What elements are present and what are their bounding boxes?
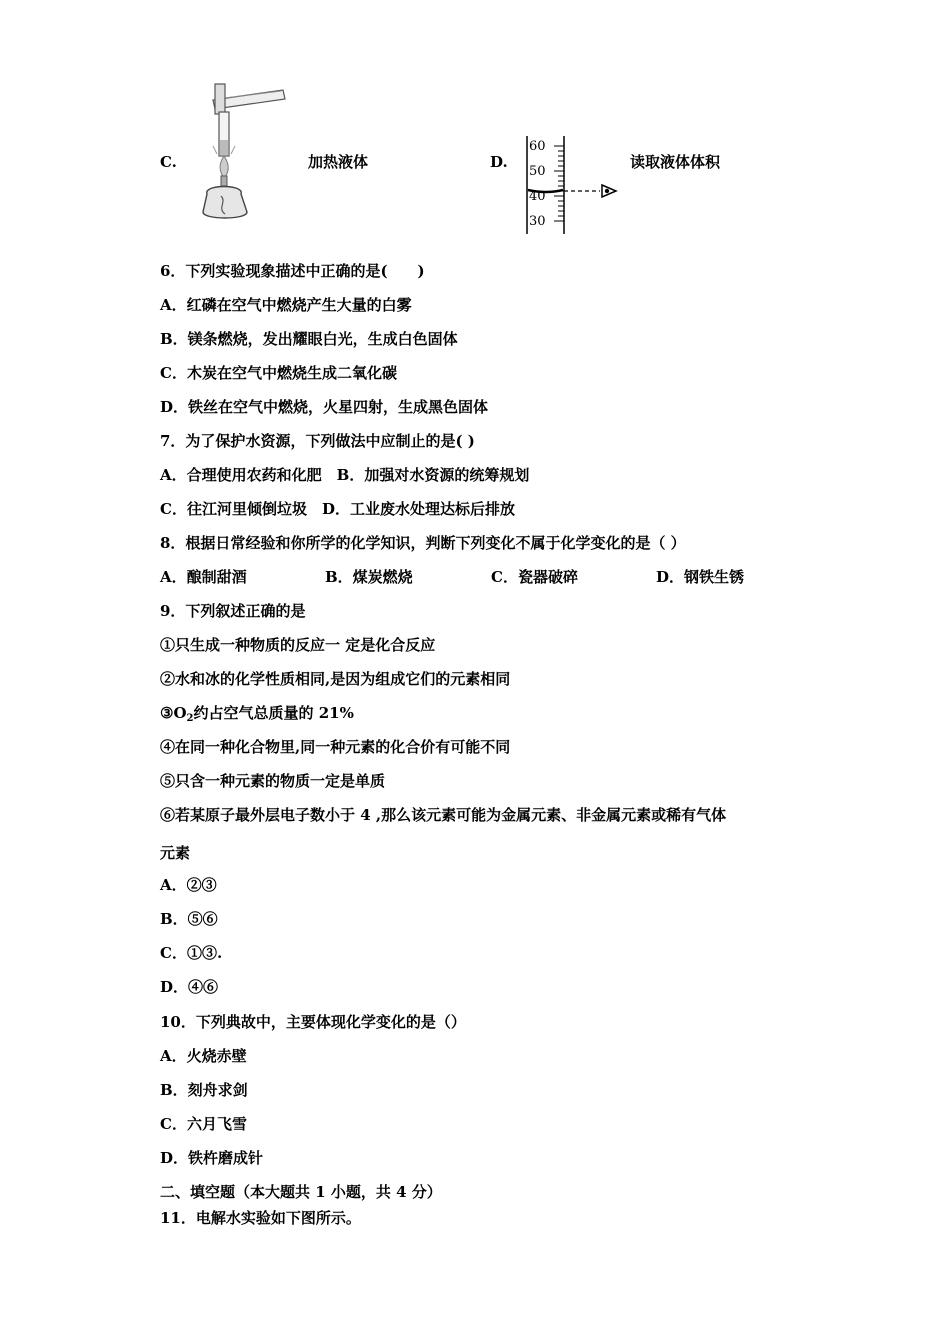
option-c-letter: C. (160, 153, 177, 171)
q6-option-c: C．木炭在空气中燃烧生成二氧化碳 (160, 364, 397, 382)
q10-option-b: B．刻舟求剑 (160, 1081, 248, 1099)
q10-option-a: A．火烧赤壁 (160, 1047, 247, 1065)
option-d-caption: 读取液体体积 (630, 153, 721, 171)
cylinder-tick-30: 30 (529, 214, 546, 229)
q9-statement-3-prefix: ③O (160, 704, 187, 722)
q8-stem: 8．根据日常经验和你所学的化学知识，判断下列变化不属于化学变化的是（ ） (160, 534, 686, 552)
q7-options-ab: A．合理使用农药和化肥 B．加强对水资源的统筹规划 (160, 466, 530, 484)
q9-option-d: D．④⑥ (160, 978, 219, 996)
q9-statement-3 (160, 704, 354, 728)
q6-option-d: D．铁丝在空气中燃烧，火星四射，生成黑色固体 (160, 398, 489, 416)
cylinder-tick-50: 50 (529, 164, 546, 179)
q7-options-cd: C．往江河里倾倒垃圾 D．工业废水处理达标后排放 (160, 500, 515, 518)
q9-statement-5: ⑤只含一种元素的物质一定是单质 (160, 772, 386, 790)
q9-option-a: A．②③ (160, 876, 217, 894)
cylinder-tick-60: 60 (529, 139, 546, 154)
q9-option-c: C．①③. (160, 944, 223, 962)
q9-stem: 9．下列叙述正确的是 (160, 602, 306, 620)
q10-option-c: C．六月飞雪 (160, 1115, 247, 1133)
heating-liquid-figure (195, 82, 295, 224)
q9-statement-3-suffix: 约占空气总质量的 21% (193, 704, 354, 722)
q9-statement-3-subscript: 2 (186, 713, 194, 724)
option-d-letter: D. (490, 153, 508, 171)
q8-option-b: B．煤炭燃烧 (325, 568, 413, 586)
q9-statement-4: ④在同一种化合物里,同一种元素的化合价有可能不同 (160, 738, 511, 756)
q8-option-d: D．钢铁生锈 (656, 568, 745, 586)
q6-option-b: B．镁条燃烧，发出耀眼白光，生成白色固体 (160, 330, 458, 348)
q7-stem: 7．为了保护水资源，下列做法中应制止的是( ) (160, 432, 475, 450)
q10-stem: 10．下列典故中，主要体现化学变化的是（） (160, 1013, 466, 1031)
q9-statement-1: ①只生成一种物质的反应一 定是化合反应 (160, 636, 436, 654)
q11-stem: 11．电解水实验如下图所示。 (160, 1209, 361, 1227)
section-2-title: 二、填空题（本大题共 1 小题，共 4 分） (160, 1183, 442, 1201)
cylinder-tick-40: 40 (529, 189, 546, 204)
q9-statement-2: ②水和冰的化学性质相同,是因为组成它们的元素相同 (160, 670, 511, 688)
q8-option-a: A．酿制甜酒 (160, 568, 247, 586)
q10-option-d: D．铁杵磨成针 (160, 1149, 264, 1167)
q6-stem: 6．下列实验现象描述中正确的是( ) (160, 262, 425, 280)
q9-statement-6: ⑥若某原子最外层电子数小于 4 ,那么该元素可能为金属元素、非金属元素或稀有气体 (160, 806, 727, 824)
q9-statement-6-cont: 元素 (160, 844, 191, 862)
q8-option-c: C．瓷器破碎 (491, 568, 578, 586)
q6-option-a: A．红磷在空气中燃烧产生大量的白雾 (160, 296, 412, 314)
option-c-caption: 加热液体 (308, 153, 369, 171)
q9-option-b: B．⑤⑥ (160, 910, 218, 928)
